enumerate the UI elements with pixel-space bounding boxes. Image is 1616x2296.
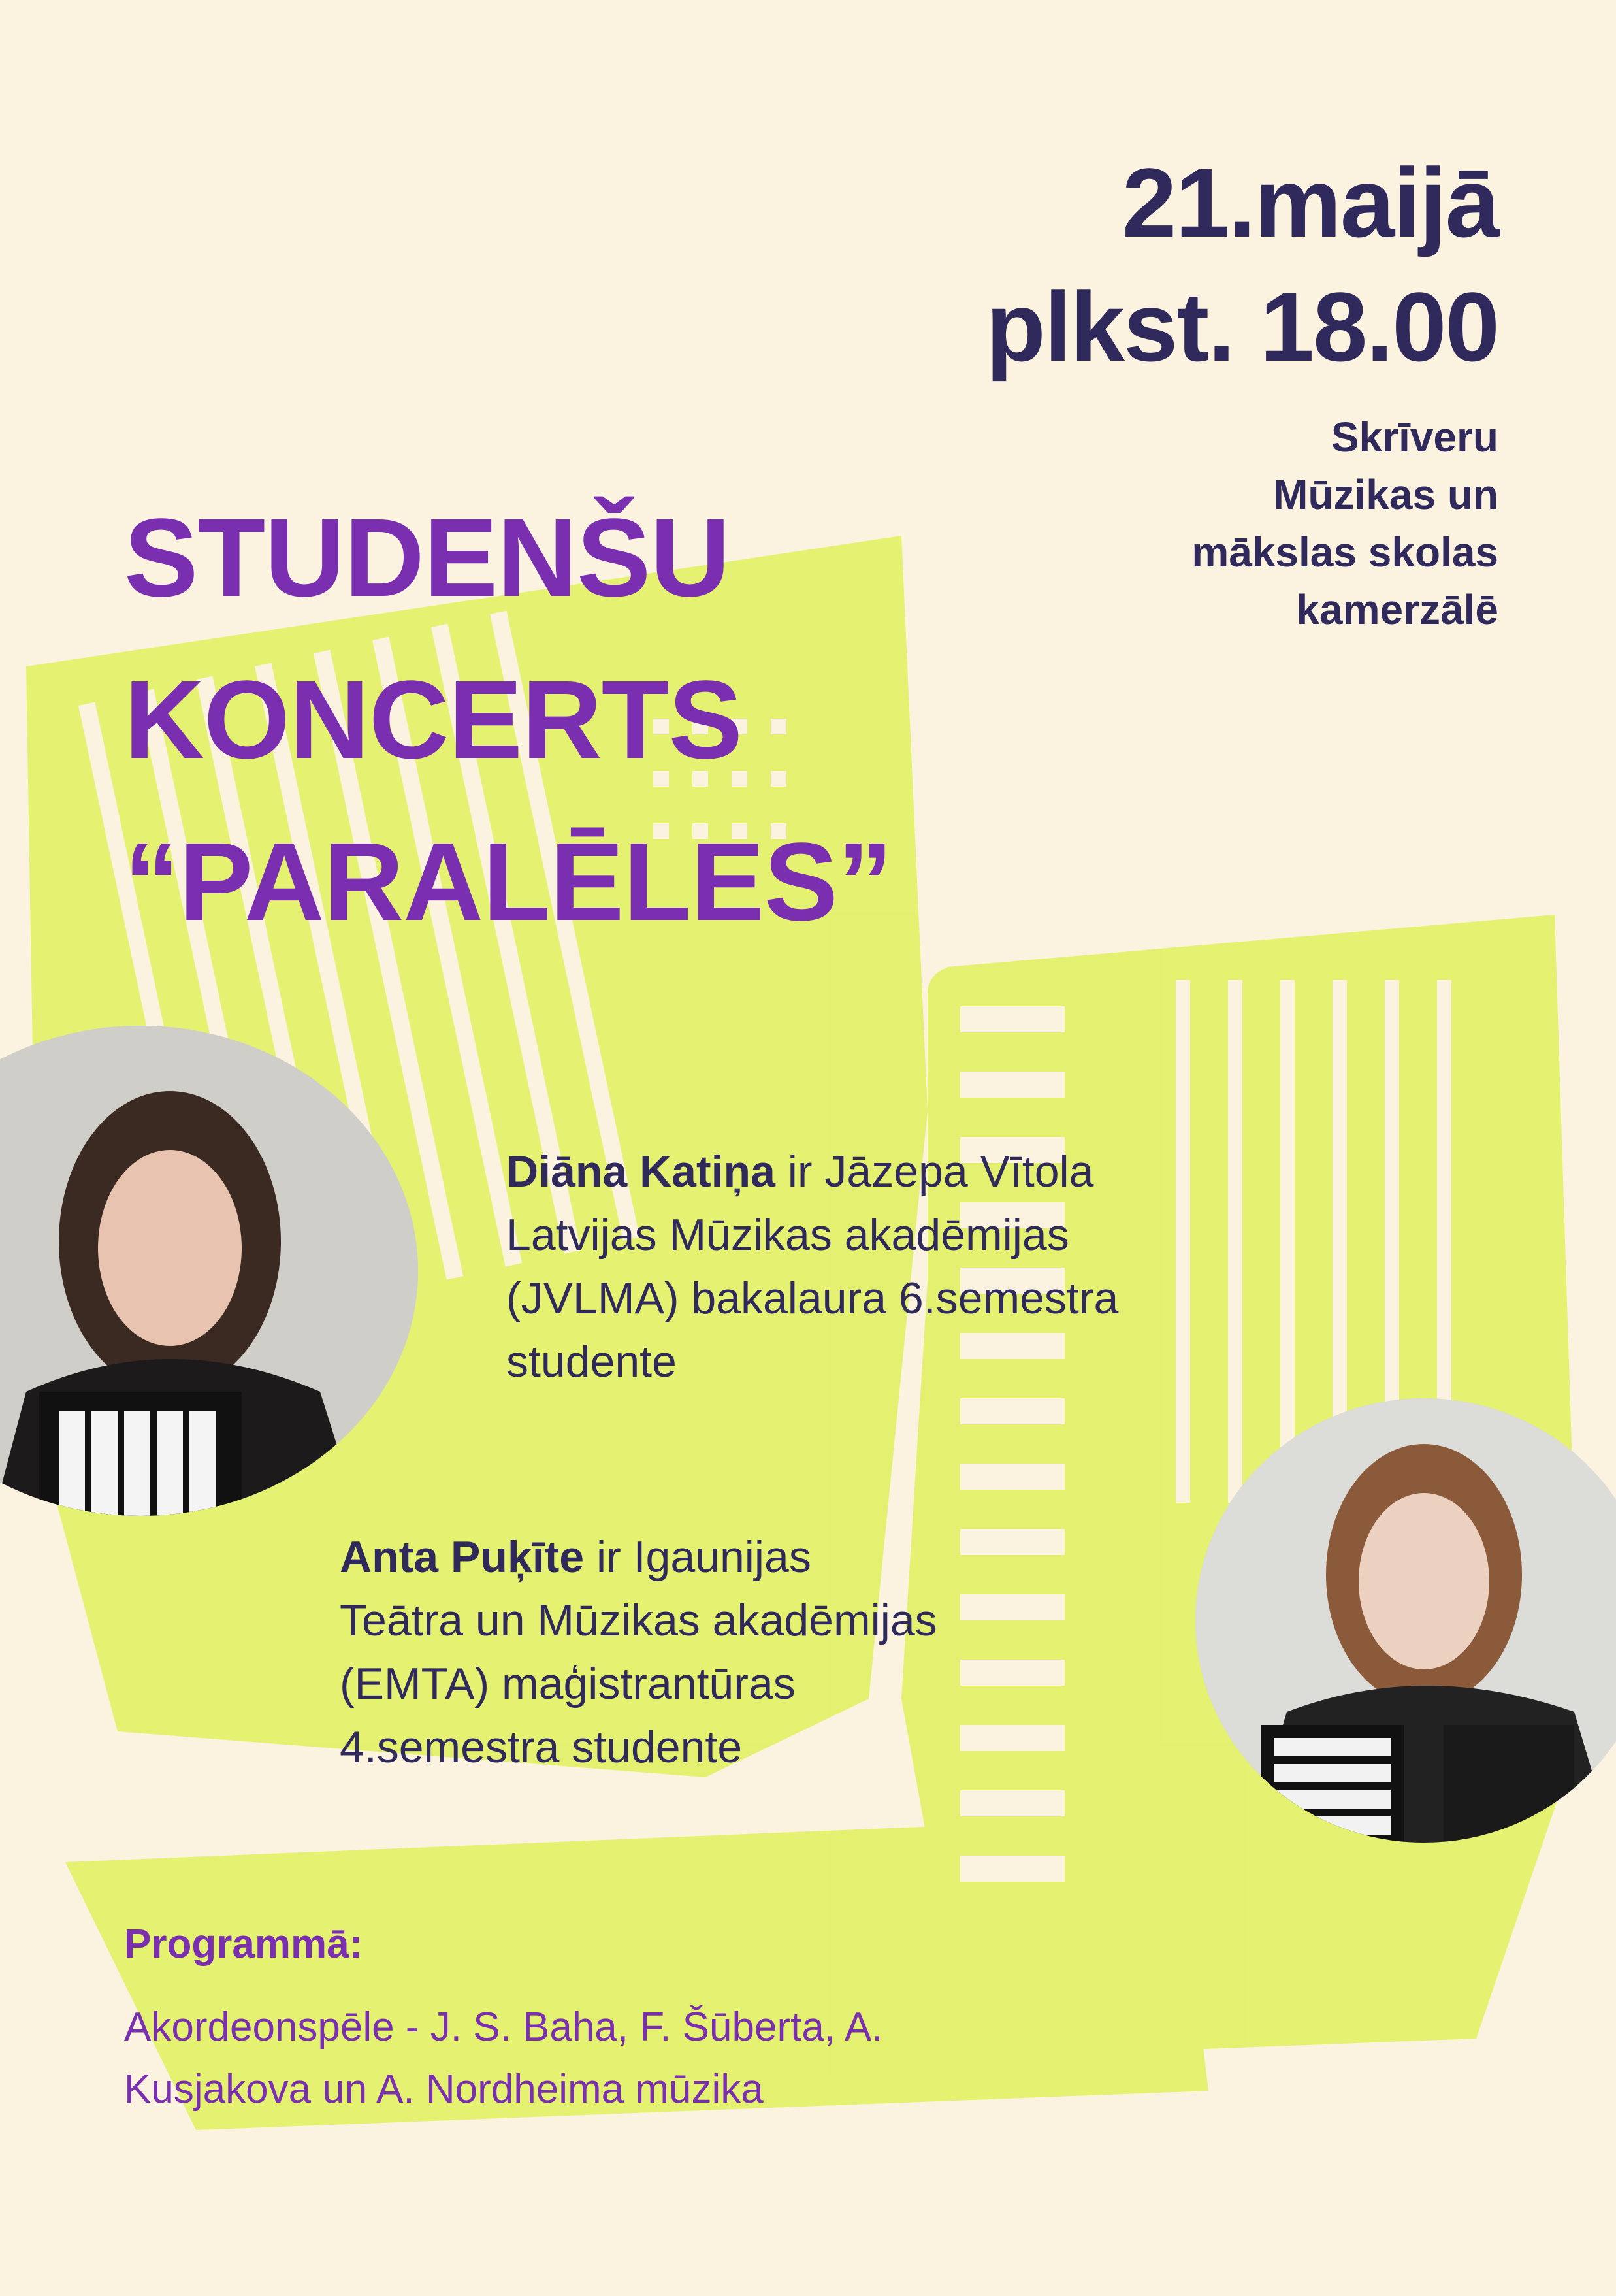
concert-title [124, 477, 892, 963]
venue-line: Skrīveru [1331, 414, 1498, 461]
title-line: STUDENŠU [124, 496, 730, 620]
program-heading: Programmā: [124, 1922, 363, 1967]
event-date-time [986, 140, 1498, 389]
bio-text: ir Igaunijas [584, 1532, 811, 1582]
venue-line: kamerzālē [1296, 586, 1498, 633]
program-line: Kusjakova un A. Nordheima mūzika [124, 2067, 764, 2112]
performer-bio-anta [340, 1526, 1189, 1779]
bio-text: 4.semestra studente [340, 1722, 743, 1772]
program-line: Akordeonspēle - J. S. Baha, F. Šūberta, A. [124, 2005, 883, 2050]
bio-text: ir Jāzepa Vītola [775, 1147, 1094, 1196]
bio-text: Latvijas Mūzikas akadēmijas [506, 1210, 1069, 1260]
bio-text: (EMTA) maģistrantūras [340, 1659, 796, 1709]
bio-text: (JVLMA) bakalaura 6.semestra [506, 1273, 1119, 1323]
program-text [124, 1996, 1169, 2120]
title-line: “PARALĒLES” [124, 820, 892, 944]
title-line: KONCERTS [124, 658, 742, 782]
venue-line: mākslas skolas [1191, 529, 1498, 576]
event-venue [1191, 408, 1498, 638]
venue-line: Mūzikas un [1273, 471, 1498, 518]
event-time: plkst. 18.00 [986, 272, 1498, 382]
performer-name: Diāna Katiņa [506, 1147, 775, 1196]
performer-name: Anta Puķīte [340, 1532, 585, 1582]
event-date: 21.maijā [1122, 148, 1498, 257]
bio-text: studente [506, 1337, 677, 1386]
performer-bio-diana [506, 1140, 1355, 1394]
bio-text: Teātra un Mūzikas akadēmijas [340, 1596, 937, 1645]
